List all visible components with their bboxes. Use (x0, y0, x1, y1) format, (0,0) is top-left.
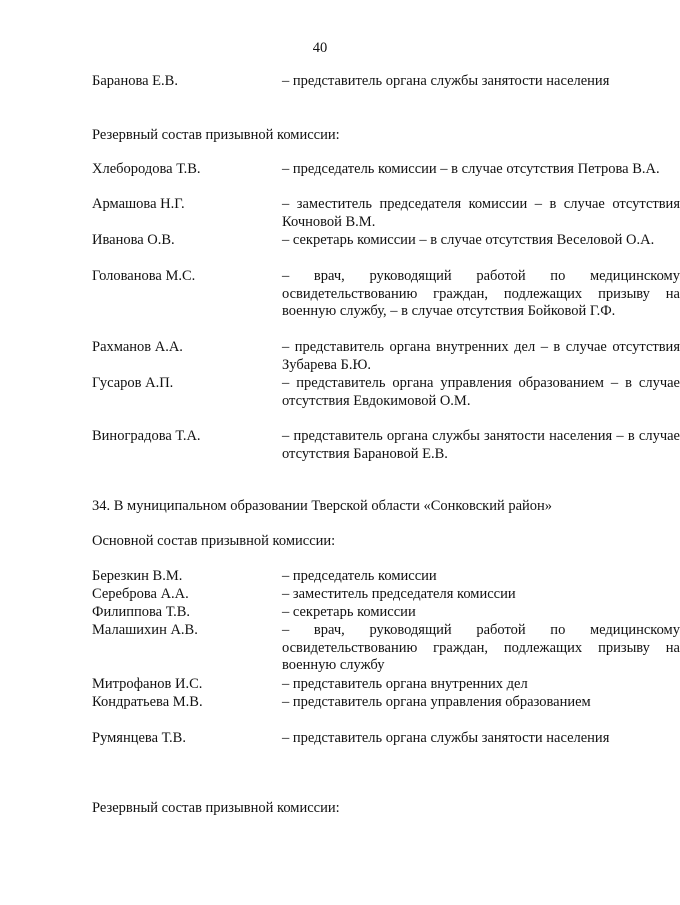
member-role: – представитель органа внутренних дел – в случае отсутствия Зубарева Б.Ю. (282, 339, 680, 373)
member-role: – представитель органа внутренних дел (282, 676, 528, 692)
member-name: Березкин В.М. (92, 568, 183, 584)
member-role: – заместитель председателя комиссии – в случае отсутствия Кочновой В.М. (282, 196, 680, 230)
member-role: – врач, руководящий работой по медицинскому освидетельствованию граждан, подлежащих призыву на военную службу (282, 622, 680, 673)
member-name: Баранова Е.В. (92, 73, 178, 89)
member-name: Рахманов А.А. (92, 339, 183, 355)
section-heading: 34. В муниципальном образовании Тверской области «Сонковский район» (92, 498, 553, 514)
member-name: Кондратьева М.В. (92, 694, 203, 710)
member-name: Малашихин А.В. (92, 622, 198, 638)
member-name: Гусаров А.П. (92, 375, 174, 391)
member-role: – секретарь комиссии – в случае отсутствия Веселовой О.А. (282, 232, 655, 248)
member-name: Сереброва А.А. (92, 586, 189, 602)
member-role: – секретарь комиссии (282, 604, 416, 620)
member-name: Голованова М.С. (92, 268, 196, 284)
member-name: Хлебородова Т.В. (92, 161, 201, 177)
member-role: – представитель органа управления образованием (282, 694, 591, 710)
member-role: – представитель органа службы занятости населения – в случае отсутствия Барановой Е.В. (282, 428, 680, 462)
member-role: – председатель комиссии – в случае отсутствия Петрова В.А. (282, 161, 660, 177)
member-role: – представитель органа службы занятости населения (282, 73, 610, 89)
member-name: Армашова Н.Г. (92, 196, 185, 212)
page-number: 40 (312, 40, 328, 56)
member-role: – председатель комиссии (282, 568, 437, 584)
member-name: Виноградова Т.А. (92, 428, 201, 444)
reserve-heading: Резервный состав призывной комиссии: (92, 800, 340, 816)
member-role: – представитель органа управления образованием – в случае отсутствия Евдокимовой О.М. (282, 375, 680, 409)
member-role: – врач, руководящий работой по медицинскому освидетельствованию граждан, подлежащих призыву на военную службу, – в случае отсутствия Бойковой Г.Ф. (282, 268, 680, 319)
main-heading: Основной состав призывной комиссии: (92, 533, 336, 549)
member-name: Митрофанов И.С. (92, 676, 203, 692)
reserve-heading: Резервный состав призывной комиссии: (92, 127, 340, 143)
member-role: – представитель органа службы занятости населения (282, 730, 610, 746)
member-name: Иванова О.В. (92, 232, 175, 248)
member-name: Филиппова Т.В. (92, 604, 191, 620)
member-role: – заместитель председателя комиссии (282, 586, 516, 602)
member-name: Румянцева Т.В. (92, 730, 186, 746)
